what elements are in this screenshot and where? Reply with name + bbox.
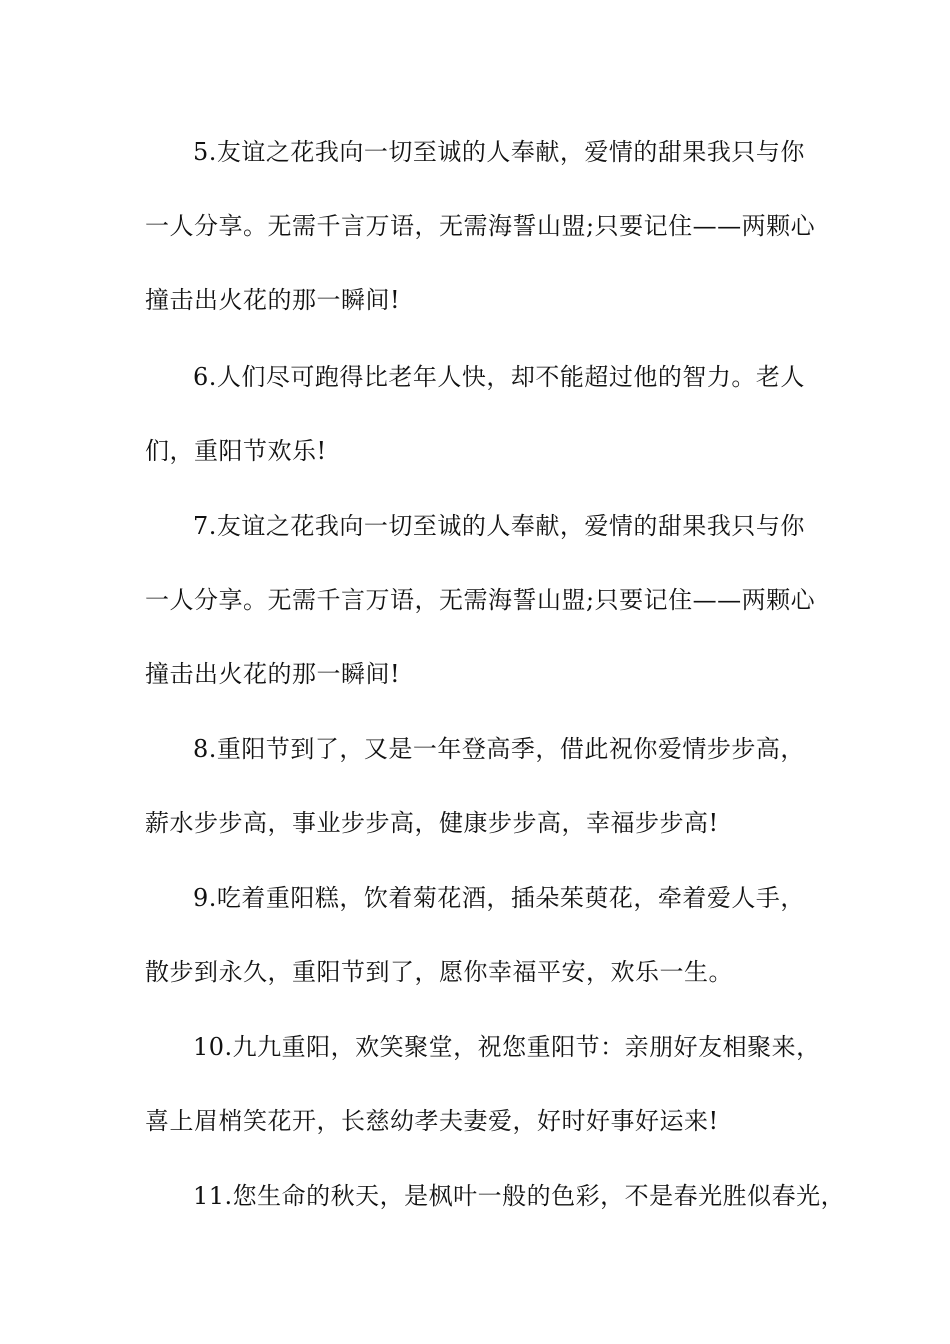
paragraph-7-line-2: 一人分享。无需千言万语，无需海誓山盟;只要记住——两颗心 bbox=[145, 586, 816, 614]
paragraph-7-line-1: 7.友谊之花我向一切至诚的人奉献，爱情的甜果我只与你 bbox=[193, 512, 805, 540]
paragraph-5-line-1: 5.友谊之花我向一切至诚的人奉献，爱情的甜果我只与你 bbox=[193, 138, 805, 166]
paragraph-5-line-3: 撞击出火花的那一瞬间! bbox=[145, 286, 401, 314]
paragraph-6-line-1: 6.人们尽可跑得比老年人快，却不能超过他的智力。老人 bbox=[193, 363, 805, 391]
paragraph-10-line-1: 10.九九重阳，欢笑聚堂，祝您重阳节：亲朋好友相聚来， bbox=[193, 1033, 821, 1061]
paragraph-10-line-2: 喜上眉梢笑花开，长慈幼孝夫妻爱，好时好事好运来! bbox=[145, 1107, 719, 1135]
paragraph-6-line-2: 们，重阳节欢乐! bbox=[145, 437, 327, 465]
paragraph-7-line-3: 撞击出火花的那一瞬间! bbox=[145, 660, 401, 688]
paragraph-8-line-1: 8.重阳节到了，又是一年登高季，借此祝你爱情步步高， bbox=[193, 735, 805, 763]
paragraph-11-line-1: 11.您生命的秋天，是枫叶一般的色彩，不是春光胜似春光， bbox=[193, 1182, 846, 1210]
paragraph-9-line-2: 散步到永久，重阳节到了，愿你幸福平安，欢乐一生。 bbox=[145, 958, 733, 986]
paragraph-9-line-1: 9.吃着重阳糕，饮着菊花酒，插朵茱萸花，牵着爱人手， bbox=[193, 884, 805, 912]
paragraph-5-line-2: 一人分享。无需千言万语，无需海誓山盟;只要记住——两颗心 bbox=[145, 212, 816, 240]
paragraph-8-line-2: 薪水步步高，事业步步高，健康步步高，幸福步步高! bbox=[145, 809, 719, 837]
